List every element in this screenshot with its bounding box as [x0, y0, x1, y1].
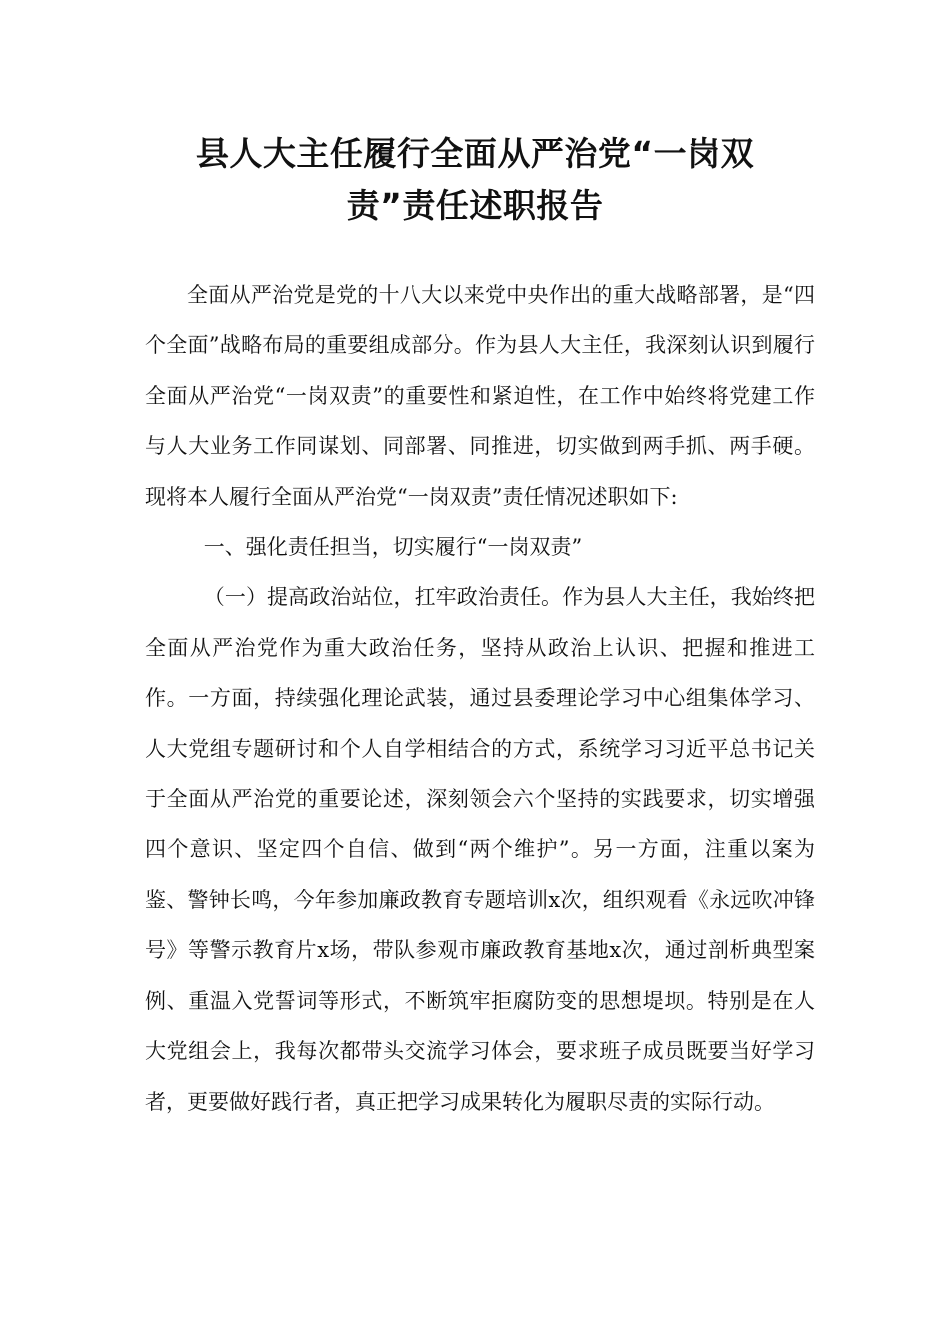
section-1-paragraph-1: （一）提高政治站位，扛牢政治责任。作为县人大主任，我始终把全面从严治党作为重大政治任务，坚持从政治上认识、把握和推进工作。一方面，持续强化理论武装，通过县委理论学习中心组集体学习、人大党组专题研讨和个人自学相结合的方式，系统学习习近平总书记关于全面从严治党的重要论述，深刻领会六个坚持的实践要求，切实增强四个意识、坚定四个自信、做到“两个维护”。另一方面，注重以案为鉴、警钟长鸣，今年参加廉政教育专题培训x次，组织观看《永远吹冲锋号》等警示教育片x场，带队参观市廉政教育基地x次，通过剖析典型案例、重温入党誓词等形式，不断筑牢拒腐防变的思想堤坝。特别是在人大党组会上，我每次都带头交流学习体会，要求班子成员既要当好学习者，更要做好践行者，真正把学习成果转化为履职尽责的实际行动。	[145, 585, 815, 1114]
intro-paragraph: 全面从严治党是党的十八大以来党中央作出的重大战略部署，是“四个全面”战略布局的重要组成部分。作为县人大主任，我深刻认识到履行全面从严治党“一岗双责”的重要性和紧迫性，在工作中始终将党建工作与人大业务工作同谋划、同部署、同推进，切实做到两手抓、两手硬。现将本人履行全面从严治党“一岗双责”责任情况述职如下:	[145, 283, 815, 509]
document-title-line-1: 县人大主任履行全面从严治党“一岗双	[195, 134, 755, 173]
document-title-line-2: 责”责任述职报告	[346, 186, 604, 225]
document-body	[145, 270, 815, 1127]
section-1-heading: 一、强化责任担当，切实履行“一岗双责”	[203, 535, 583, 560]
